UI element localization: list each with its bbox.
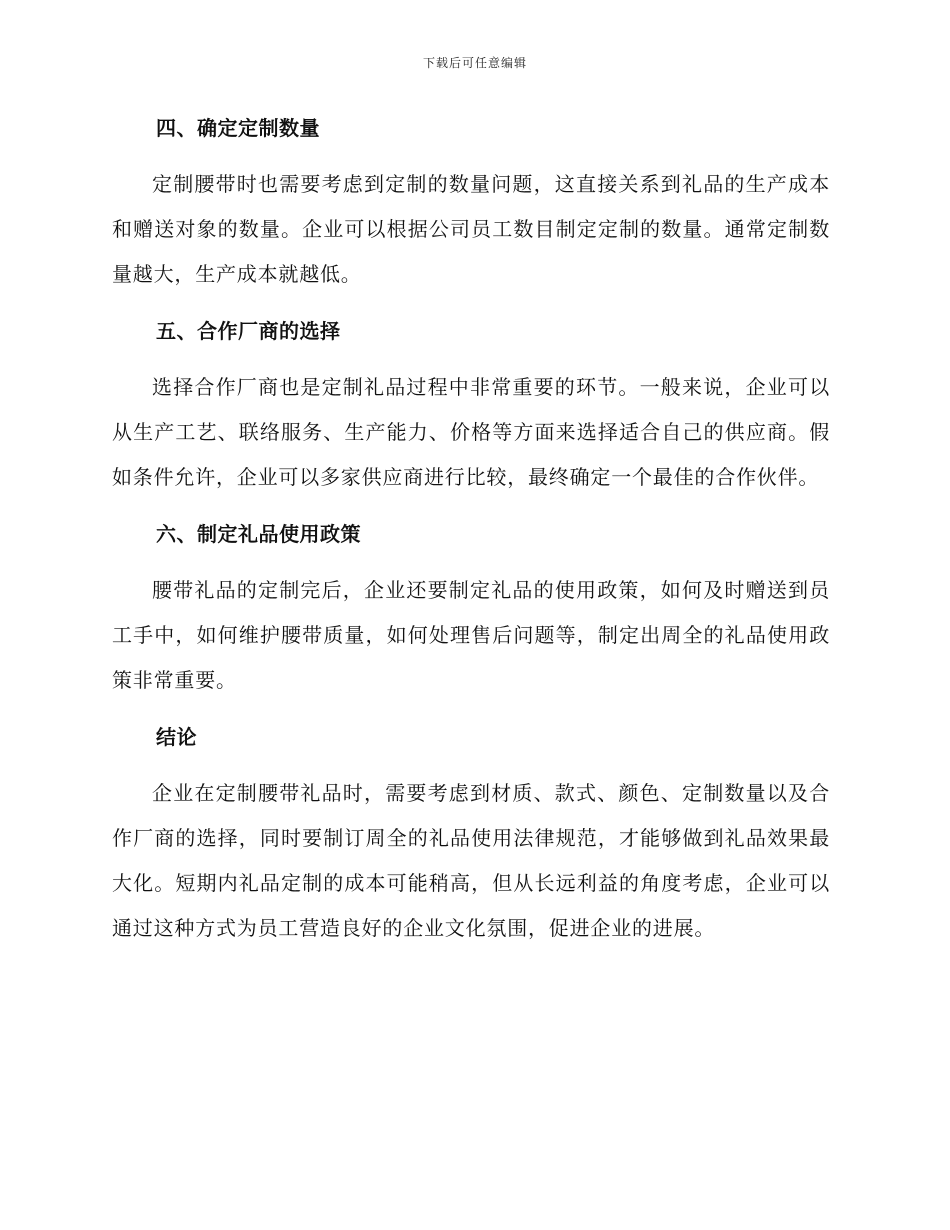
section-manufacturer — [112, 309, 830, 500]
section-conclusion — [112, 715, 830, 951]
section-paragraph: 定制腰带时也需要考虑到定制的数量问题，这直接关系到礼品的生产成本和赠送对象的数量。企业可以根据公司员工数目制定定制的数量。通常定制数量越大，生产成本就越低。 — [112, 172, 830, 286]
section-quantity — [112, 106, 830, 297]
section-policy — [112, 512, 830, 703]
document-body — [112, 106, 830, 963]
section-heading: 结论 — [156, 725, 197, 749]
section-heading: 五、合作厂商的选择 — [156, 319, 341, 343]
section-paragraph: 腰带礼品的定制完后，企业还要制定礼品的使用政策，如何及时赠送到员工手中，如何维护腰带质量，如何处理售后问题等，制定出周全的礼品使用政策非常重要。 — [112, 578, 830, 692]
section-heading: 四、确定定制数量 — [156, 116, 320, 140]
section-paragraph: 企业在定制腰带礼品时，需要考虑到材质、款式、颜色、定制数量以及合作厂商的选择，同时要制订周全的礼品使用法律规范，才能够做到礼品效果最大化。短期内礼品定制的成本可能稍高，但从长远利益的角度考虑，企业可以通过这种方式为员工营造良好的企业文化氛围，促进企业的进展。 — [112, 781, 830, 940]
section-paragraph: 选择合作厂商也是定制礼品过程中非常重要的环节。一般来说，企业可以从生产工艺、联络服务、生产能力、价格等方面来选择适合自己的供应商。假如条件允许，企业可以多家供应商进行比较，最终确定一个最佳的合作伙伴。 — [112, 375, 830, 489]
page-header: 下载后可任意编辑 — [422, 56, 527, 70]
section-heading: 六、制定礼品使用政策 — [156, 522, 361, 546]
